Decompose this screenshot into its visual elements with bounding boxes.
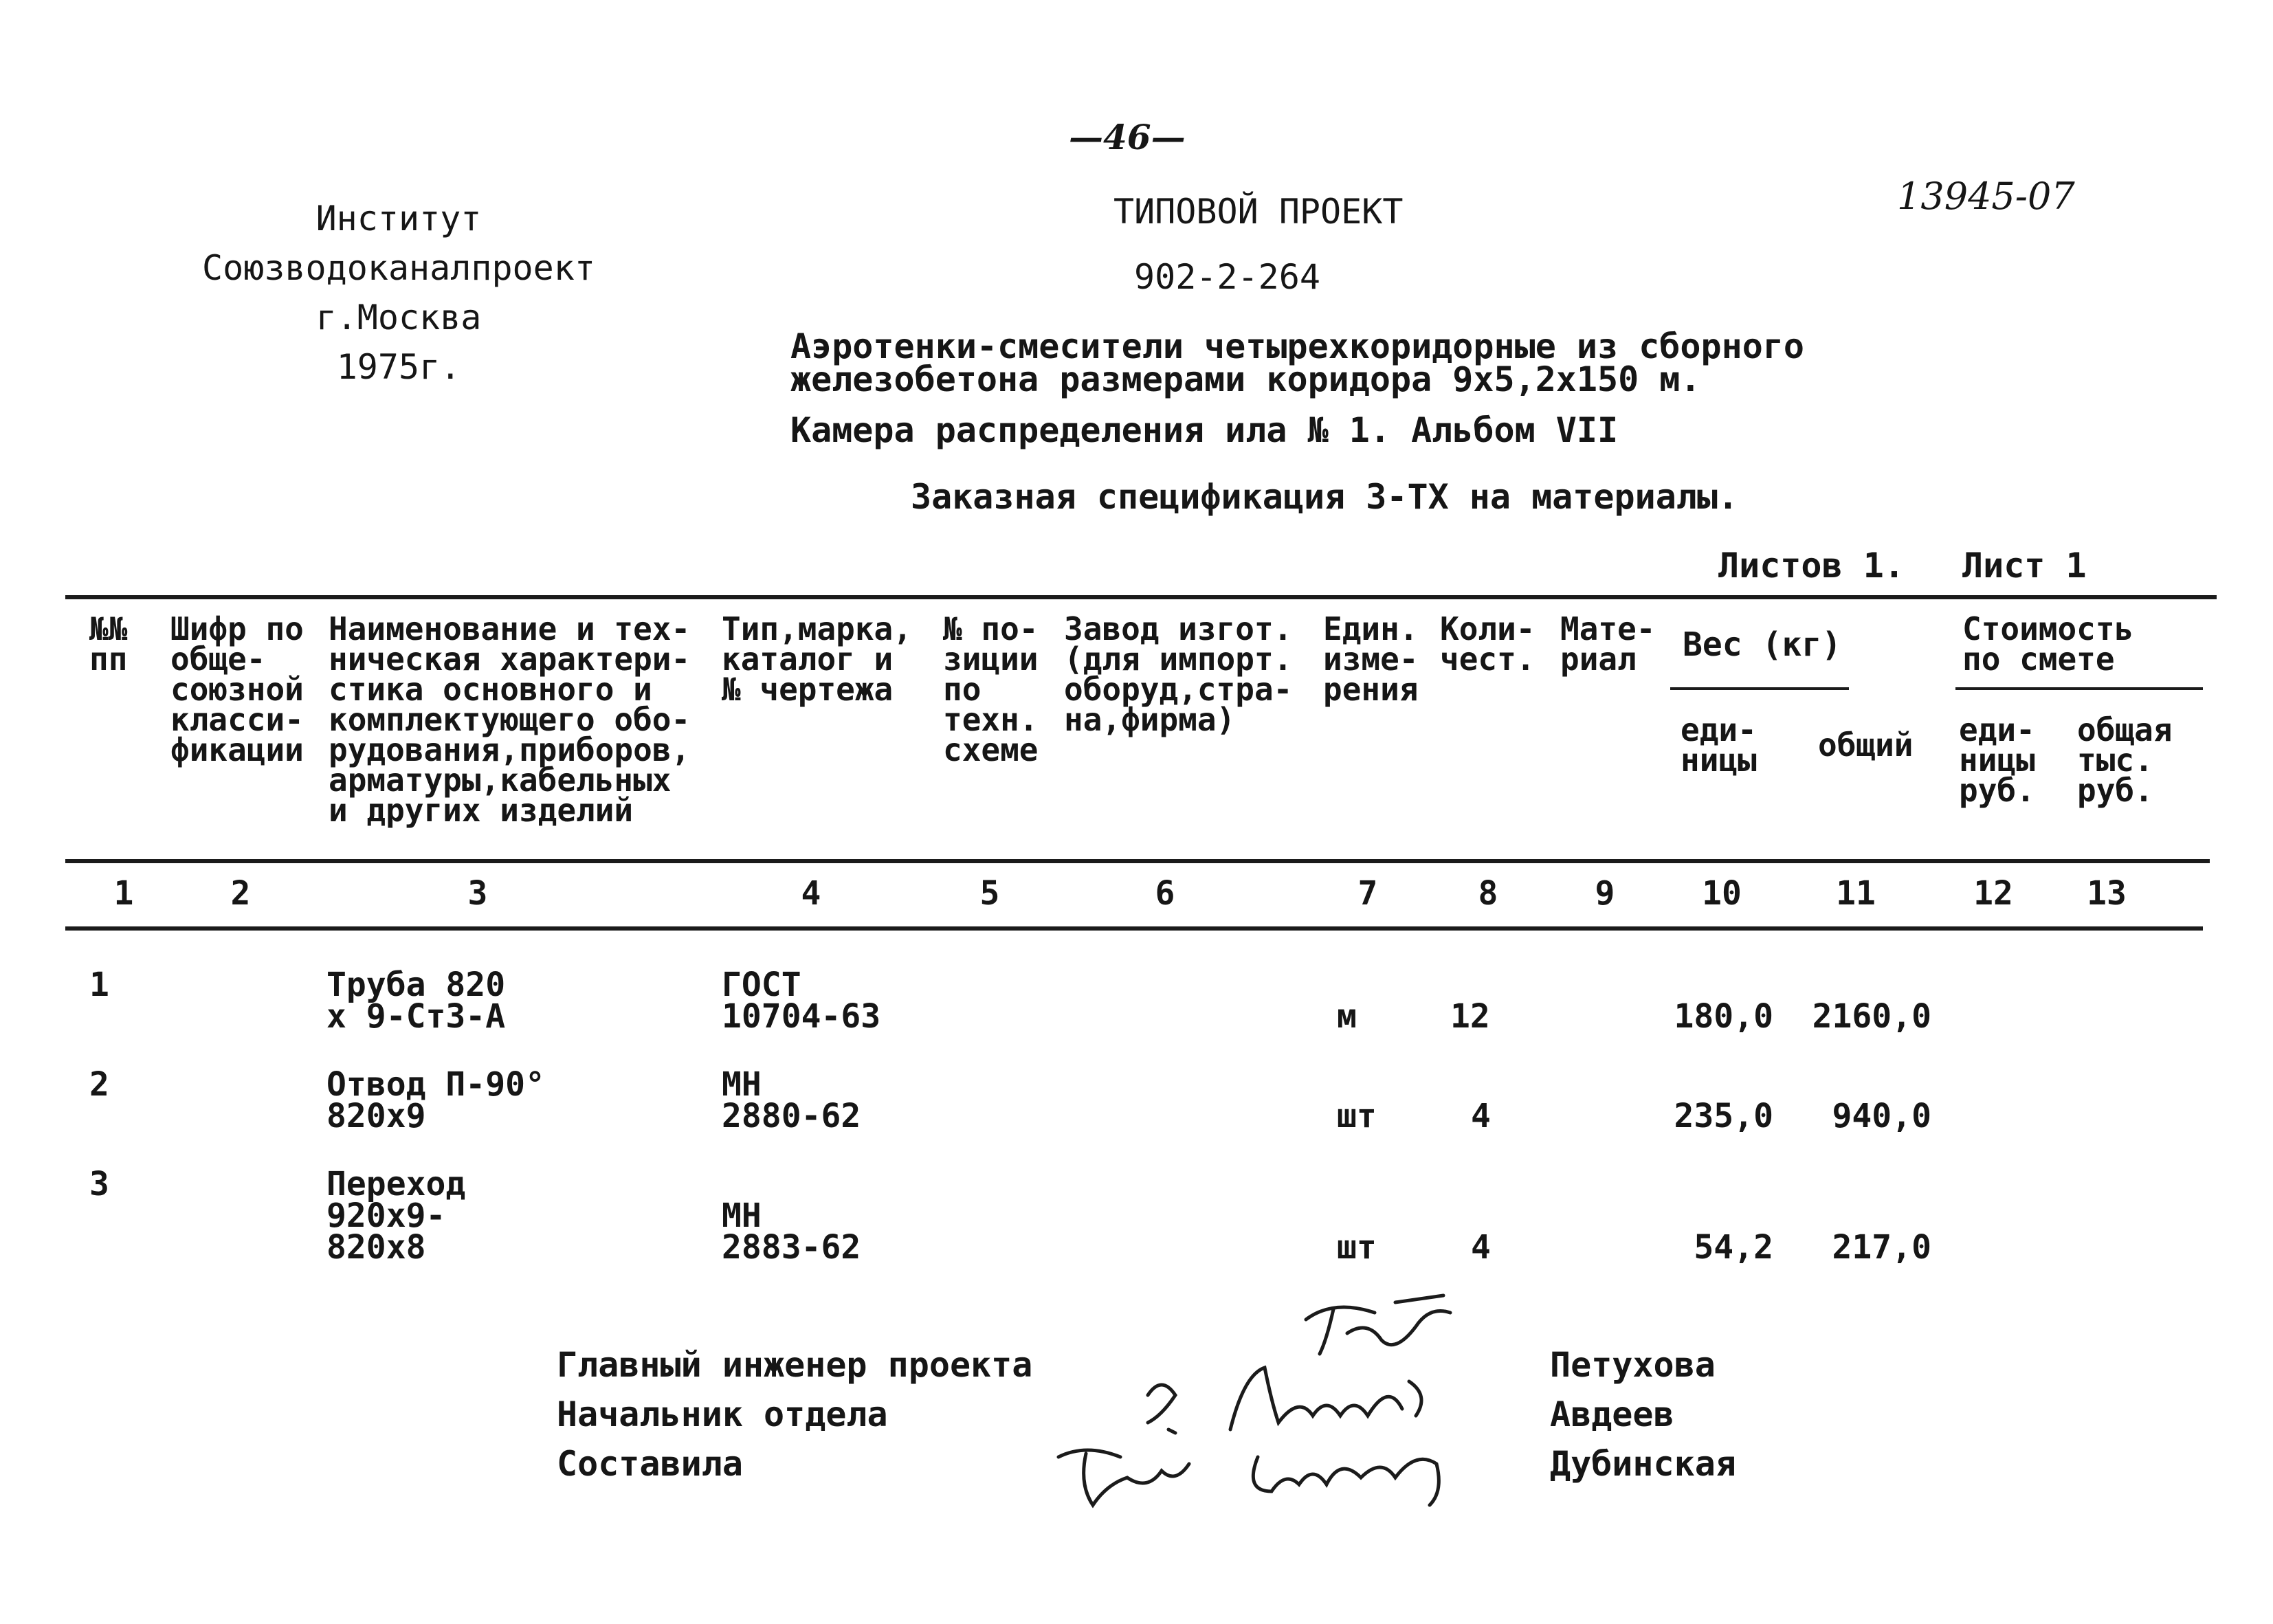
column-number: 2 bbox=[230, 874, 251, 913]
row-type: МН 2880-62 bbox=[722, 1065, 861, 1135]
row-number: 1 bbox=[89, 966, 109, 1004]
signature-role: Главный инженер проекта bbox=[557, 1345, 1033, 1385]
weight-cost-subrule bbox=[1670, 687, 1849, 690]
spec-title: Заказная спецификация 3-ТХ на материалы. bbox=[911, 477, 1739, 517]
institute-line: 1975г. bbox=[336, 347, 461, 387]
row-weight-total: 940,0 bbox=[1832, 1097, 1931, 1135]
signature-names bbox=[1550, 1340, 1736, 1489]
column-number: 1 bbox=[113, 874, 134, 913]
column-number: 4 bbox=[801, 874, 821, 913]
table-top-rule bbox=[65, 595, 2217, 599]
col-header-classification: Шифр по обще- союзной класси- фикации bbox=[170, 610, 304, 768]
institute-line: г.Москва bbox=[315, 298, 482, 337]
description-line: железобетона размерами коридора 9х5,2х150 м. bbox=[790, 359, 1701, 399]
column-number: 6 bbox=[1155, 874, 1175, 913]
row-quantity: 4 bbox=[1471, 1097, 1491, 1135]
cost-subrule bbox=[1955, 687, 2203, 690]
col-header-weight: Вес (кг) bbox=[1683, 625, 1842, 664]
signature-name: Петухова bbox=[1550, 1345, 1716, 1385]
row-name: Отвод П-90° 820х9 bbox=[326, 1065, 545, 1135]
institute-line: Институт bbox=[315, 199, 482, 238]
column-number: 7 bbox=[1357, 874, 1378, 913]
column-number: 11 bbox=[1836, 874, 1876, 913]
inventory-number: 13945-07 bbox=[1897, 175, 2075, 218]
page-number: —46— bbox=[1069, 117, 1186, 157]
row-quantity: 4 bbox=[1471, 1228, 1491, 1267]
col-header-material: Мате- риал bbox=[1560, 610, 1656, 678]
row-name: Труба 820 х 9-Ст3-А bbox=[326, 966, 506, 1036]
header-bottom-rule bbox=[65, 859, 2210, 863]
row-weight-unit: 235,0 bbox=[1674, 1097, 1773, 1135]
signature-name: Авдеев bbox=[1550, 1394, 1674, 1434]
row-type: МН 2883-62 bbox=[722, 1197, 861, 1267]
col-header-name: Наименование и тех- ническая характери- стика основного и комплектующего обо- рудования,приборов, арматуры,кабельных и других изделий bbox=[329, 610, 691, 829]
description-line: Камера распределения ила № 1. Альбом VII bbox=[790, 410, 1619, 450]
row-unit: шт bbox=[1337, 1228, 1377, 1267]
institute-block bbox=[199, 199, 598, 397]
sheets-count: Листов 1. bbox=[1718, 546, 1905, 586]
row-name: Переход 920х9- 820х8 bbox=[326, 1165, 466, 1267]
row-weight-unit: 54,2 bbox=[1694, 1228, 1773, 1267]
row-quantity: 12 bbox=[1450, 997, 1490, 1036]
row-weight-unit: 180,0 bbox=[1674, 997, 1773, 1036]
column-number: 5 bbox=[979, 874, 1000, 913]
col-header-manufacturer: Завод изгот. (для импорт. оборуд,стра- на,фирма) bbox=[1064, 610, 1293, 738]
row-number: 3 bbox=[89, 1165, 109, 1203]
column-number: 13 bbox=[2087, 874, 2127, 913]
row-type: ГОСТ 10704-63 bbox=[722, 966, 881, 1036]
signature-role: Начальник отдела bbox=[557, 1394, 888, 1434]
row-weight-total: 217,0 bbox=[1832, 1228, 1931, 1267]
column-number: 3 bbox=[467, 874, 488, 913]
project-description bbox=[790, 326, 1805, 450]
col-header-position: № по- зиции по техн. схеме bbox=[943, 610, 1039, 768]
col-header-cost-unit: еди- ницы руб. bbox=[1959, 711, 2035, 809]
column-number: 8 bbox=[1478, 874, 1498, 913]
col-header-type: Тип,марка, каталог и № чертежа bbox=[722, 610, 912, 708]
col-header-weight-unit: еди- ницы bbox=[1681, 711, 1757, 779]
row-unit: шт bbox=[1337, 1097, 1377, 1135]
project-type: ТИПОВОЙ ПРОЕКТ bbox=[1113, 192, 1404, 232]
col-header-cost-total: общая тыс. руб. bbox=[2077, 711, 2173, 809]
column-number: 12 bbox=[1973, 874, 2013, 913]
institute-line: Союзводоканалпроект bbox=[202, 248, 595, 288]
row-unit: м bbox=[1337, 997, 1357, 1036]
col-header-cost: Стоимость по смете bbox=[1962, 610, 2134, 678]
column-number: 10 bbox=[1702, 874, 1742, 913]
row-weight-total: 2160,0 bbox=[1812, 997, 1931, 1036]
signature-name: Дубинская bbox=[1550, 1444, 1736, 1484]
col-header-quantity: Коли- чест. bbox=[1440, 610, 1535, 678]
col-header-unit: Един. изме- рения bbox=[1323, 610, 1419, 708]
column-number: 9 bbox=[1595, 874, 1615, 913]
col-header-number: №№ пп bbox=[89, 610, 128, 678]
sheet-number: Лист 1 bbox=[1962, 546, 2087, 586]
col-header-weight-total: общий bbox=[1818, 726, 1914, 764]
signature-roles bbox=[557, 1340, 1032, 1489]
row-number: 2 bbox=[89, 1065, 109, 1104]
project-code: 902-2-264 bbox=[1134, 257, 1320, 297]
column-numbers-bottom-rule bbox=[65, 926, 2203, 931]
signature-role: Составила bbox=[557, 1444, 743, 1484]
description-line: Аэротенки-смесители четырехкоридорные из сборного bbox=[790, 326, 1805, 366]
handwritten-signature bbox=[1045, 1430, 1471, 1519]
